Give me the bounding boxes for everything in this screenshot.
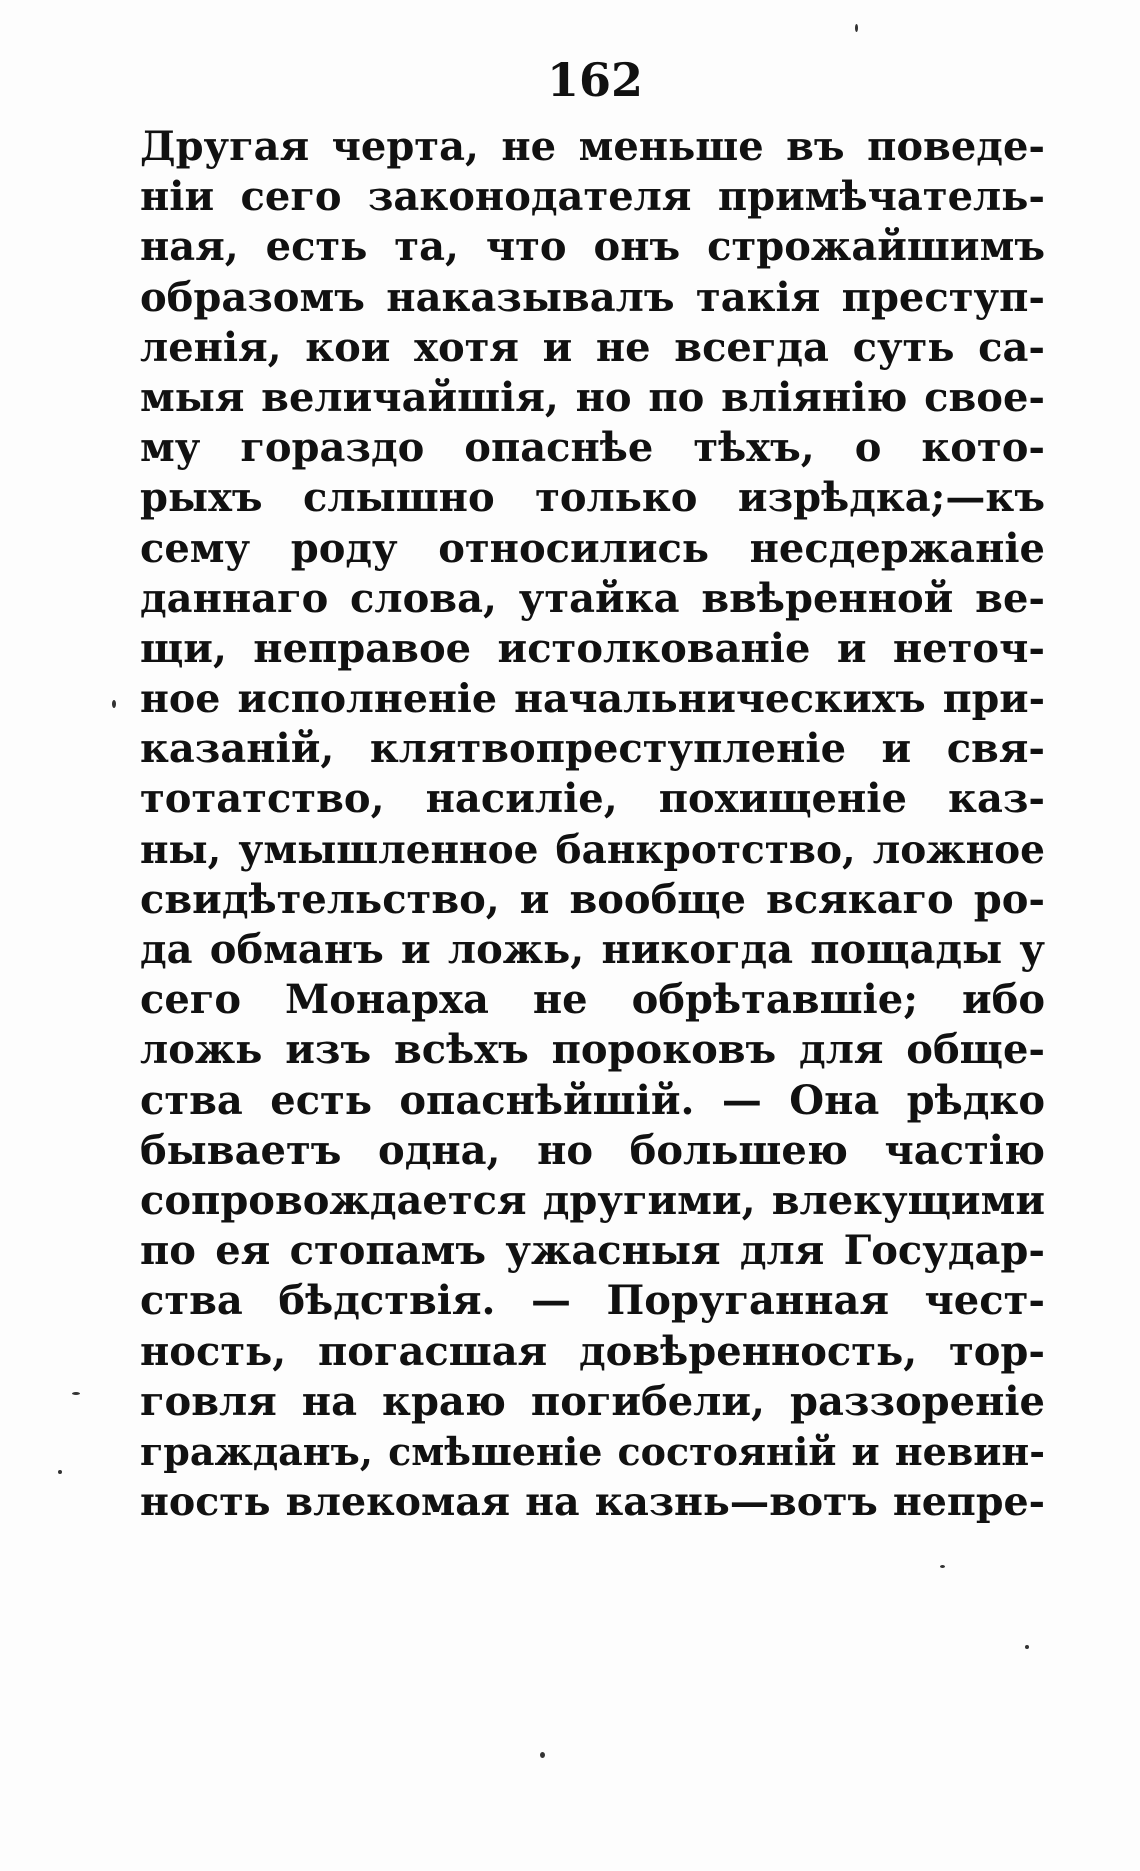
text-line: говля на краю погибели, раззоренiе <box>140 1377 1045 1425</box>
text-line: ная, есть та, что онъ строжайшимъ <box>140 223 1045 271</box>
text-line: сему роду относились несдержанiе <box>140 524 1045 572</box>
text-line: му гораздо опаснѣе тѣхъ, о кото- <box>140 424 1045 472</box>
text-line: сопровождается другими, влекущими <box>140 1176 1045 1224</box>
text-line: ность, погасшая довѣренность, тор- <box>140 1327 1045 1375</box>
scan-speck <box>855 24 858 32</box>
text-line: щи, неправое истолкованiе и неточ- <box>140 624 1045 672</box>
text-line: ленiя, кои хотя и не всегда суть са- <box>140 323 1045 371</box>
text-line: ства бѣдствiя. — Поруганная чест- <box>140 1277 1045 1325</box>
text-line: свидѣтельство, и вообще всякаго ро- <box>140 875 1045 923</box>
text-line: ность влекомая на казнь—вотъ непре- <box>140 1479 1045 1526</box>
text-line: по ея стопамъ ужасныя для Государ- <box>140 1227 1045 1275</box>
text-line: образомъ наказывалъ такiя преступ- <box>140 273 1045 321</box>
text-line: ное исполненiе начальническихъ при- <box>140 676 1045 723</box>
text-line: казанiй, клятвопреступленiе и свя- <box>140 725 1045 773</box>
text-line: бываетъ одна, но большею частiю <box>140 1126 1045 1174</box>
text-line: ны, умышленное банкротство, ложное <box>140 826 1045 873</box>
scan-speck <box>72 1392 80 1395</box>
text-line: сего Монарха не обрѣтавшiе; ибо <box>140 976 1045 1024</box>
text-line: даннаго слова, утайка ввѣренной ве- <box>140 574 1045 622</box>
text-line: ложь изъ всѣхъ пороковъ для обще- <box>140 1026 1045 1074</box>
text-line: да обманъ и ложь, никогда пощады у <box>140 926 1045 973</box>
scan-speck <box>540 1752 545 1758</box>
text-line: гражданъ, смѣшенiе состоянiй и невин- <box>140 1428 1045 1474</box>
text-line: нiи сего законодателя примѣчатель- <box>140 173 1045 221</box>
text-line: Другая черта, не меньше въ поведе- <box>140 123 1045 170</box>
body-text <box>140 122 1045 1527</box>
text-line: ства есть опаснѣйшiй. — Она рѣдко <box>140 1076 1045 1124</box>
scan-speck <box>940 1565 945 1568</box>
text-line: тотатство, насилiе, похищенiе каз- <box>140 775 1045 823</box>
scan-speck <box>112 700 116 708</box>
scan-speck <box>58 1470 62 1474</box>
page-number: 162 <box>546 53 644 107</box>
text-line: рыхъ слышно только изрѣдка;—къ <box>140 474 1045 522</box>
text-line: мыя величайшiя, но по влiянiю свое- <box>140 373 1045 421</box>
scan-speck <box>1025 1645 1029 1649</box>
